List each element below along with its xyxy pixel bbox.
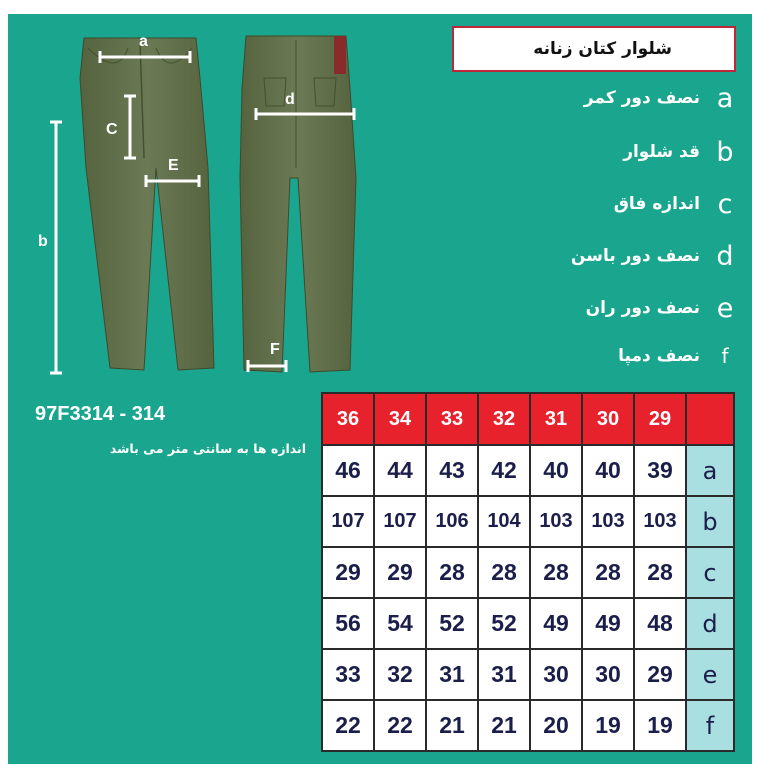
table-cell: 31 bbox=[478, 649, 530, 700]
table-cell: 44 bbox=[374, 445, 426, 496]
table-cell: 19 bbox=[582, 700, 634, 751]
legend-item-c bbox=[614, 188, 736, 220]
legend-item-f bbox=[618, 340, 736, 372]
legend-text: نصف دمپا bbox=[618, 346, 700, 366]
table-cell: 42 bbox=[478, 445, 530, 496]
table-cell: 22 bbox=[322, 700, 374, 751]
table-cell: 40 bbox=[582, 445, 634, 496]
front-pants-shape bbox=[80, 38, 214, 370]
legend-text: نصف دور باسن bbox=[570, 246, 700, 266]
table-cell: 52 bbox=[426, 598, 478, 649]
table-cell: 28 bbox=[478, 547, 530, 598]
table-cell: 20 bbox=[530, 700, 582, 751]
table-cell: 39 bbox=[634, 445, 686, 496]
table-cell: 30 bbox=[582, 649, 634, 700]
table-cell: 56 bbox=[322, 598, 374, 649]
table-cell: 40 bbox=[530, 445, 582, 496]
size-table bbox=[321, 392, 735, 752]
label-c: C bbox=[106, 121, 118, 138]
table-cell: 46 bbox=[322, 445, 374, 496]
table-cell: 48 bbox=[634, 598, 686, 649]
table-cell: 29 bbox=[322, 547, 374, 598]
table-cell: 19 bbox=[634, 700, 686, 751]
table-row bbox=[322, 700, 734, 751]
table-cell: 106 bbox=[426, 496, 478, 547]
table-cell: 54 bbox=[374, 598, 426, 649]
legend-letter: d bbox=[716, 240, 734, 272]
table-cell: 28 bbox=[582, 547, 634, 598]
label-a: a bbox=[139, 33, 148, 50]
table-cell: 30 bbox=[530, 649, 582, 700]
row-label: b bbox=[686, 496, 734, 547]
table-cell: 28 bbox=[634, 547, 686, 598]
table-cell: 32 bbox=[374, 649, 426, 700]
legend-item-a bbox=[584, 82, 736, 114]
table-row bbox=[322, 547, 734, 598]
table-cell: 33 bbox=[322, 649, 374, 700]
legend-letter: b bbox=[716, 136, 734, 168]
legend-letter: e bbox=[716, 292, 734, 324]
row-label: f bbox=[686, 700, 734, 751]
table-cell: 107 bbox=[374, 496, 426, 547]
label-b: b bbox=[38, 233, 48, 250]
size-header: 31 bbox=[530, 393, 582, 445]
row-label: a bbox=[686, 445, 734, 496]
table-cell: 21 bbox=[426, 700, 478, 751]
units-note: اندازه ها به سانتی متر می باشد bbox=[109, 441, 306, 456]
table-cell: 104 bbox=[478, 496, 530, 547]
table-cell: 49 bbox=[582, 598, 634, 649]
pants-diagram bbox=[28, 18, 368, 386]
table-cell: 21 bbox=[478, 700, 530, 751]
label-d: d bbox=[285, 91, 295, 108]
legend-item-e bbox=[586, 292, 736, 324]
table-row bbox=[322, 598, 734, 649]
table-cell: 29 bbox=[634, 649, 686, 700]
legend-letter: f bbox=[721, 344, 729, 368]
table-cell: 103 bbox=[530, 496, 582, 547]
legend-text: اندازه فاق bbox=[613, 194, 700, 214]
back-pants-shape bbox=[240, 36, 356, 372]
legend-letter: c bbox=[717, 188, 733, 220]
row-label: c bbox=[686, 547, 734, 598]
table-cell: 31 bbox=[426, 649, 478, 700]
legend-item-d bbox=[571, 240, 736, 272]
row-label: d bbox=[686, 598, 734, 649]
size-header: 33 bbox=[426, 393, 478, 445]
table-cell: 107 bbox=[322, 496, 374, 547]
size-header: 30 bbox=[582, 393, 634, 445]
brand-tag bbox=[334, 36, 346, 74]
size-header: 34 bbox=[374, 393, 426, 445]
header-row bbox=[322, 393, 734, 445]
table-cell: 103 bbox=[582, 496, 634, 547]
size-header: 32 bbox=[478, 393, 530, 445]
size-header: 29 bbox=[634, 393, 686, 445]
table-cell: 49 bbox=[530, 598, 582, 649]
row-label: e bbox=[686, 649, 734, 700]
table-cell: 103 bbox=[634, 496, 686, 547]
legend-text: قد شلوار bbox=[623, 142, 700, 162]
legend-item-b bbox=[623, 136, 736, 168]
size-header: 36 bbox=[322, 393, 374, 445]
measure-b bbox=[38, 122, 62, 373]
legend-text: نصف دور کمر bbox=[583, 88, 700, 108]
legend-text: نصف دور ران bbox=[585, 298, 700, 318]
table-cell: 28 bbox=[426, 547, 478, 598]
table-cell: 29 bbox=[374, 547, 426, 598]
product-code: 97F3314 - 314 bbox=[35, 403, 166, 425]
label-f: F bbox=[270, 341, 280, 358]
table-row bbox=[322, 445, 734, 496]
table-cell: 28 bbox=[530, 547, 582, 598]
corner-cell bbox=[686, 393, 734, 445]
product-title: شلوار کتان زنانه bbox=[452, 26, 736, 72]
legend-letter: a bbox=[716, 82, 734, 114]
table-cell: 22 bbox=[374, 700, 426, 751]
label-e: E bbox=[168, 157, 179, 174]
table-cell: 52 bbox=[478, 598, 530, 649]
table-cell: 43 bbox=[426, 445, 478, 496]
table-row bbox=[322, 649, 734, 700]
table-row bbox=[322, 496, 734, 547]
